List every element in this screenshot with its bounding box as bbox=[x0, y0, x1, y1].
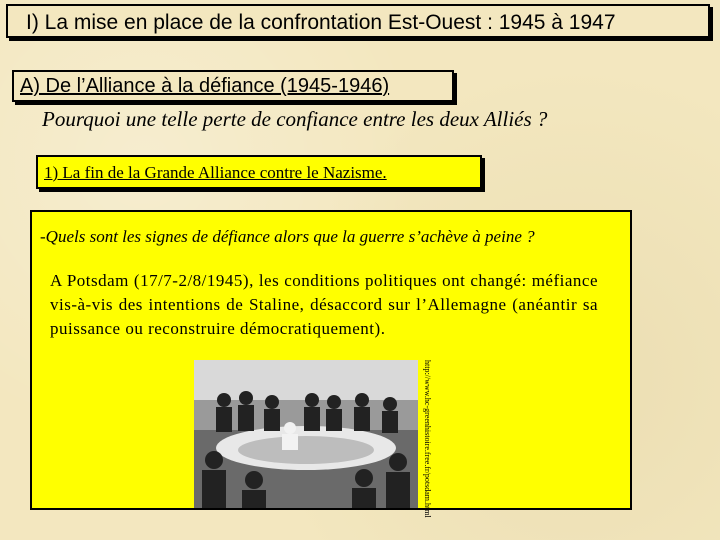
box-question: -Quels sont les signes de défiance alors que la guerre s’achève à peine ? bbox=[40, 227, 535, 246]
potsdam-paragraph: A Potsdam (17/7-2/8/1945), les conditions politiques ont changé: méfiance vis-à-vis des intentions de Staline, désaccord sur l’Allemagne (anéantir sa puissance ou reconstruire démocratiquement). bbox=[50, 271, 598, 338]
section-heading-box bbox=[12, 70, 454, 102]
content-box bbox=[30, 210, 632, 518]
potsdam-conference-photo bbox=[194, 360, 418, 508]
section-question: Pourquoi une telle perte de confiance entre les deux Alliés ? bbox=[42, 107, 548, 131]
photo-credit bbox=[420, 360, 434, 518]
subsection-heading-box bbox=[36, 155, 482, 189]
slide-title: I) La mise en place de la confrontation Est-Ouest : 1945 à 1947 bbox=[26, 11, 616, 34]
slide-title-box bbox=[6, 4, 710, 38]
subsection-heading: 1) La fin de la Grande Alliance contre le Nazisme. bbox=[44, 163, 387, 182]
photo-credit-text: http://www.hc-greenhistoire.free.fr/potsdam.html bbox=[423, 360, 432, 518]
section-heading: A) De l’Alliance à la défiance (1945-1946) bbox=[20, 75, 390, 97]
photo-illustration bbox=[194, 360, 418, 508]
